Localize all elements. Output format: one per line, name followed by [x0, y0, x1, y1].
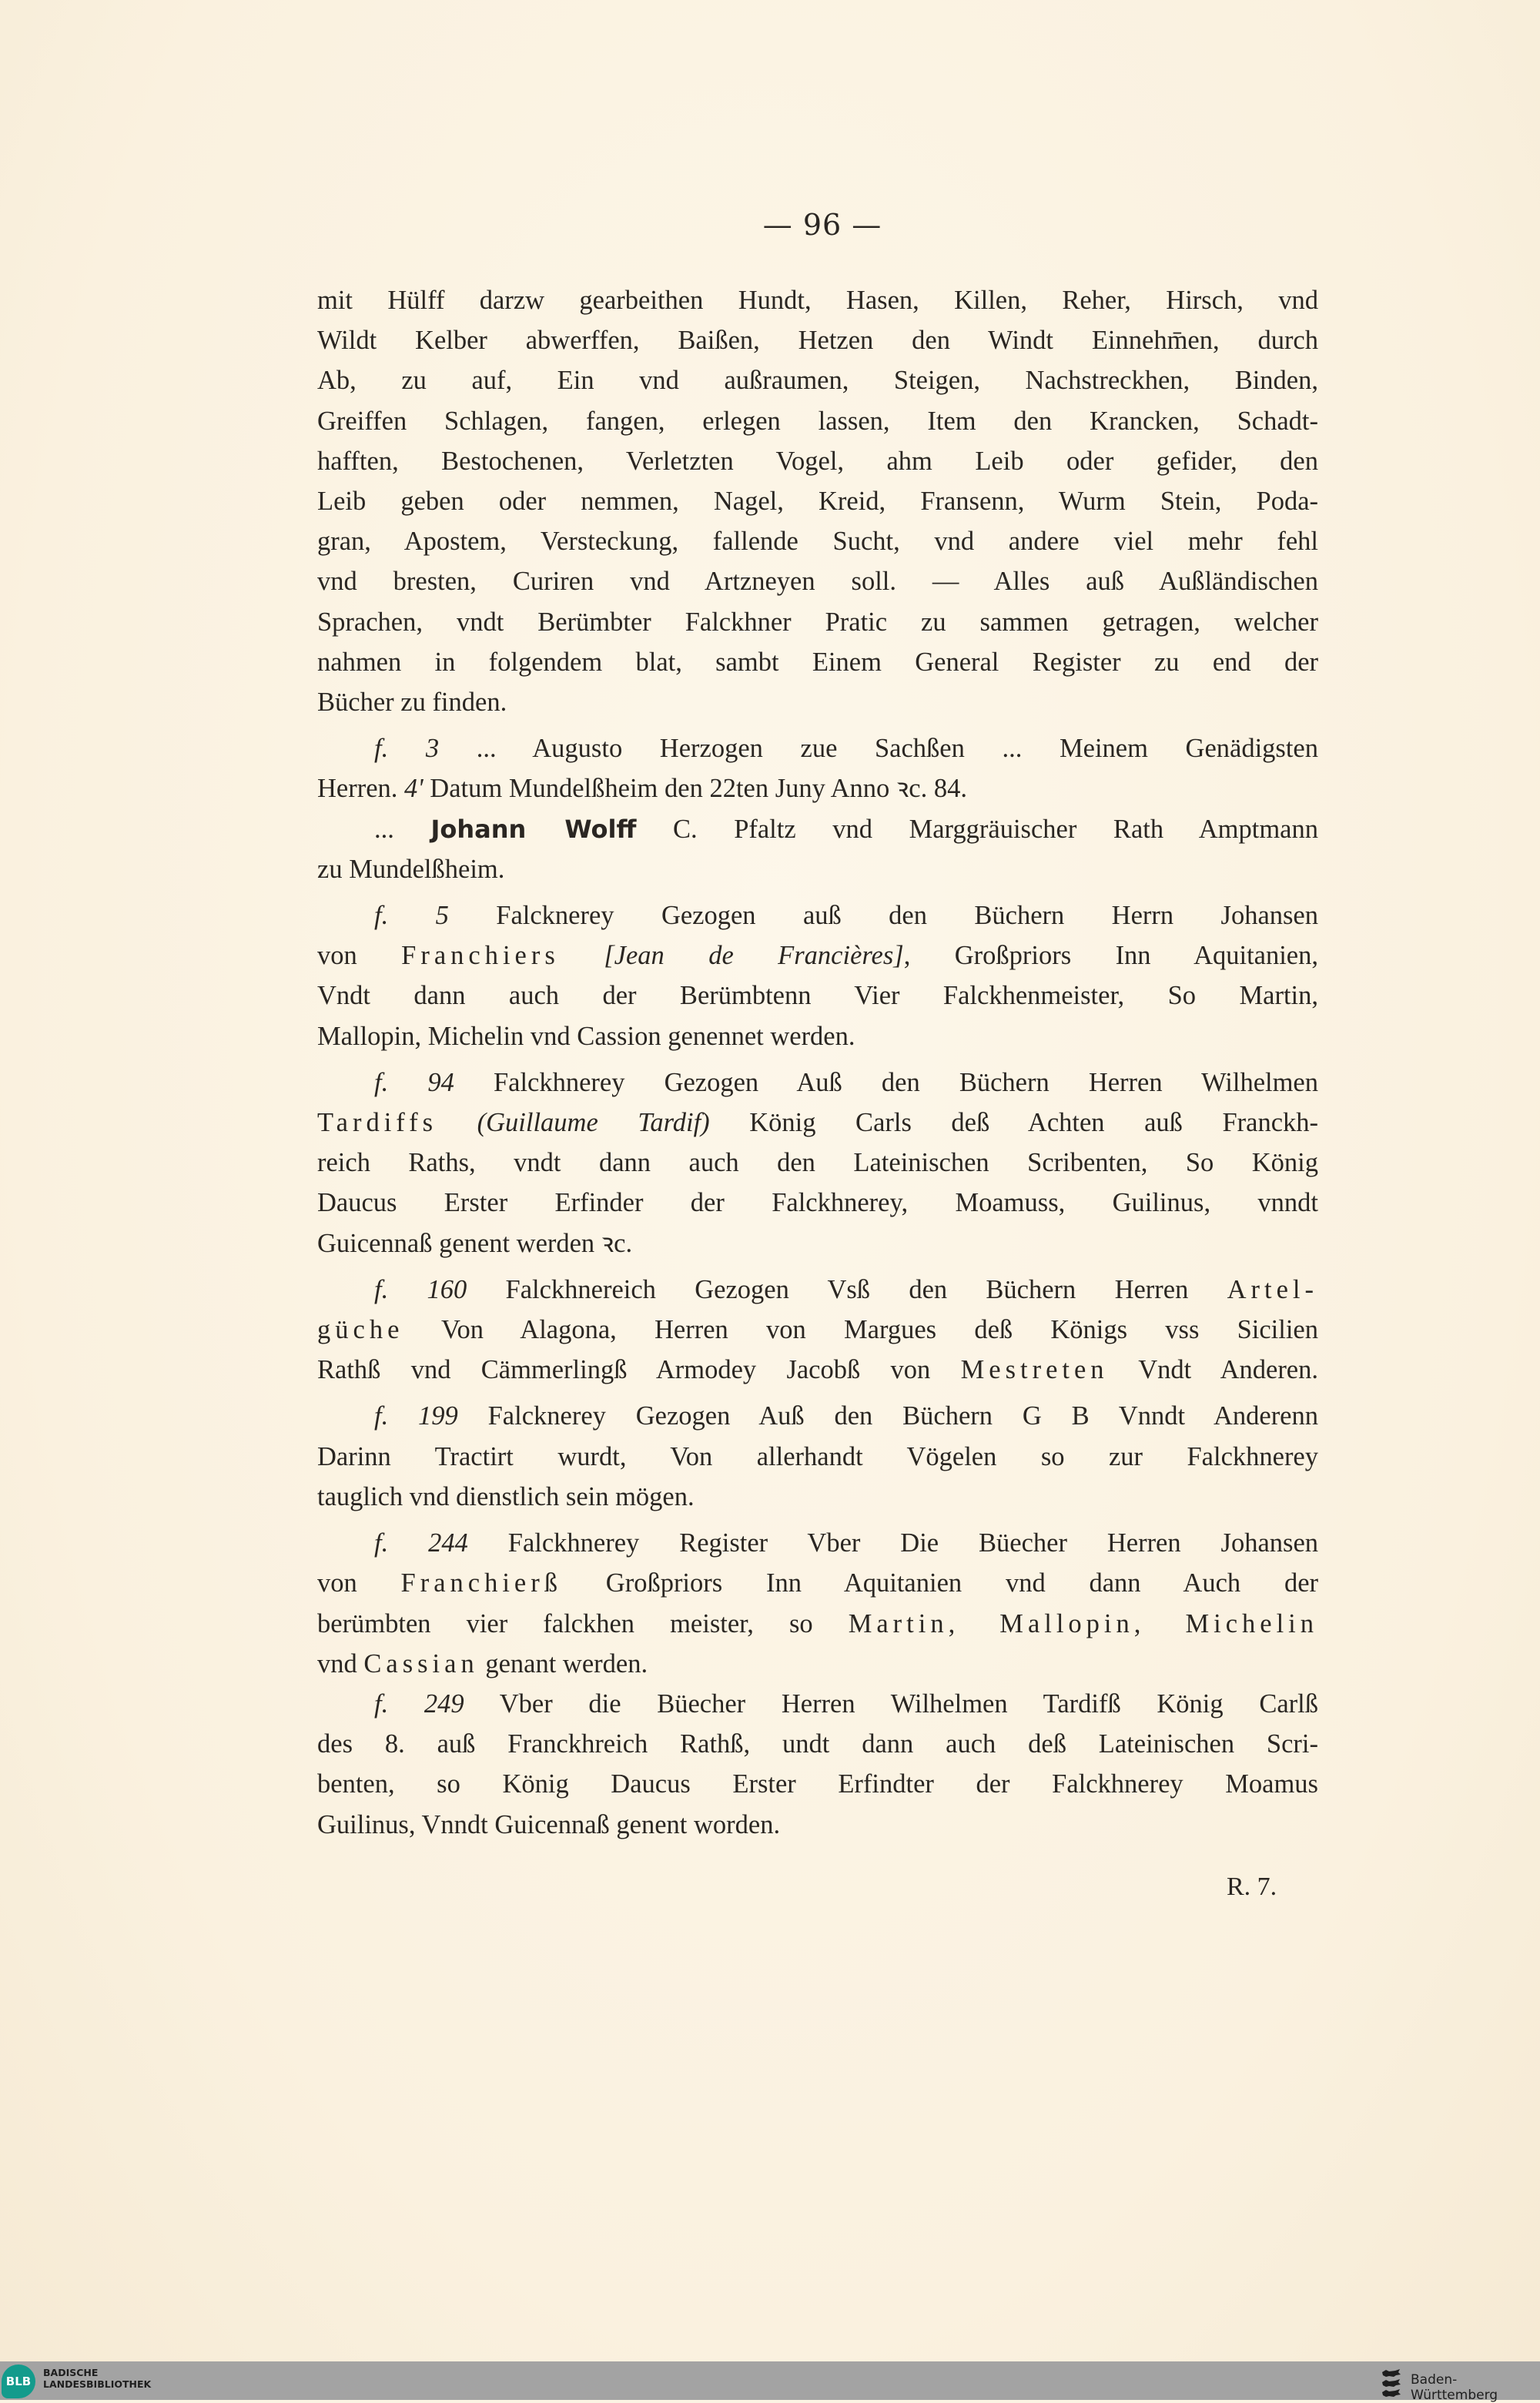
text-span: Rathß vnd Cämmerlingß Armodey Jacobß von	[317, 1355, 961, 1385]
three-lions-coat-of-arms-icon	[1380, 2368, 1403, 2398]
folio-reference: 4'	[404, 774, 424, 804]
text-span: Falckhnerey Register Vber Die Büecher Herren Johansen	[467, 1528, 1319, 1558]
library-name-line2: LANDESBIBLIOTHEK	[43, 2378, 152, 2390]
text-line	[317, 809, 1318, 849]
text-span: Datum Mundelßheim den 22ten Juny Anno ꝛc. 84.	[423, 774, 967, 804]
italic-gloss: [Jean de Francières]	[559, 941, 904, 971]
text-line	[317, 1563, 1318, 1603]
entry-f244	[317, 1523, 1318, 1684]
spaced-name: Martin, Mallopin, Michelin	[848, 1608, 1318, 1638]
folio-reference: f. 5	[374, 901, 449, 931]
text-span: , Großpriors Inn Aquitanien,	[903, 941, 1318, 971]
text-line: Leib geben oder nemmen, Nagel, Kreid, Fransenn, Wurm Stein, Poda-	[317, 487, 1318, 517]
text-span: König Carls deß Achten auß Franckh-	[709, 1108, 1319, 1138]
text-line	[317, 768, 1318, 808]
text-line: tauglich vnd dienstlich sein mögen.	[317, 1481, 695, 1511]
text-line: zu Mundelßheim.	[317, 854, 505, 884]
name-span: Johann Wolff	[430, 814, 637, 844]
folio-reference: f. 199	[374, 1401, 458, 1431]
spaced-name: Franchierß	[400, 1568, 562, 1598]
text-line: Bücher zu finden.	[317, 688, 507, 718]
spaced-name: Franchiers	[401, 941, 560, 971]
text-line: Vndt dann auch der Berümbtenn Vier Falckhenmeister, So Martin,	[317, 981, 1318, 1011]
text-line: gran, Apostem, Versteckung, fallende Sucht, vnd andere viel mehr fehl	[317, 527, 1318, 557]
text-span: C. Pfaltz vnd Marggräuischer Rath Amptmann	[636, 814, 1318, 844]
text-line	[317, 1684, 1318, 1724]
entry-f199	[317, 1396, 1318, 1517]
text-line: Darinn Tractirt wurdt, Von allerhandt Vögelen so zur Falckhnerey	[317, 1441, 1318, 1471]
text-line	[317, 728, 1318, 768]
text-span: ...	[374, 814, 431, 844]
entry-f5	[317, 895, 1318, 1056]
text-span: ... Augusto Herzogen zue Sachßen ... Meinem Genädigsten	[439, 734, 1318, 764]
text-line	[317, 1103, 1318, 1143]
spaced-name: Tardiffs	[317, 1108, 438, 1138]
text-line: reich Raths, vndt dann auch den Lateinischen Scribenten, So König	[317, 1148, 1318, 1178]
text-span: von	[317, 1568, 401, 1598]
text-line: Sprachen, vndt Berümbter Falckhner Pratic zu sammen getragen, welcher	[317, 607, 1318, 637]
page-number: — 96 —	[762, 208, 882, 242]
text-line	[317, 1523, 1318, 1563]
text-span: Falckhnereich Gezogen Vsß den Büchern Herren	[467, 1274, 1227, 1304]
text-line	[317, 1063, 1318, 1103]
spaced-name: Mestreten	[960, 1355, 1109, 1385]
library-name-line1: BADISCHE	[43, 2367, 99, 2378]
text-line: Guicennaß genent werden ꝛc.	[317, 1228, 633, 1258]
main-text	[317, 280, 1318, 1845]
text-line: nahmen in folgendem blat, sambt Einem General Register zu end der	[317, 647, 1318, 677]
entry-f249	[317, 1684, 1318, 1845]
text-line: benten, so König Daucus Erster Erfindter der Falckhnerey Moamus	[317, 1769, 1318, 1799]
blb-logo-icon: BLB	[2, 2365, 35, 2398]
text-span: Vber die Büecher Herren Wilhelmen Tardifß König Carlß	[464, 1688, 1318, 1719]
text-line: Ab, zu auf, Ein vnd außraumen, Steigen, Nachstreckhen, Binden,	[317, 366, 1318, 396]
text-line	[317, 935, 1318, 976]
text-line: Guilinus, Vnndt Guicennaß genent worden.	[317, 1809, 781, 1839]
text-line: des 8. auß Franckhreich Rathß, undt dann auch deß Lateinischen Scri-	[317, 1729, 1318, 1759]
text-line: Mallopin, Michelin vnd Cassion genennet werden.	[317, 1021, 855, 1051]
text-span: genant werden.	[478, 1648, 648, 1678]
folio-reference: f. 160	[374, 1274, 467, 1304]
text-span: Herren.	[317, 774, 405, 804]
text-line: Wildt Kelber abwerffen, Baißen, Hetzen den Windt Einnehm̄en, durch	[317, 326, 1318, 356]
library-name	[43, 2367, 151, 2390]
text-line	[317, 1396, 1318, 1436]
text-span: Falcknerey Gezogen Auß den Büchern G B Vnndt Anderenn	[457, 1401, 1318, 1431]
text-line	[317, 1310, 1318, 1350]
text-line	[317, 1350, 1318, 1390]
signature-mark: R. 7.	[1227, 1873, 1277, 1901]
text-span: berümbten vier falckhen meister, so	[317, 1608, 849, 1638]
spaced-name: güche	[317, 1315, 404, 1345]
text-span: Großpriors Inn Aquitanien vnd dann Auch der	[562, 1568, 1318, 1598]
intro-paragraph	[317, 280, 1318, 722]
text-line: Daucus Erster Erfinder der Falckhnerey, Moamuss, Guilinus, vnndt	[317, 1188, 1318, 1218]
spaced-name: Artel-	[1227, 1274, 1319, 1304]
text-line	[317, 1604, 1318, 1644]
folio-reference: f. 94	[374, 1067, 454, 1097]
folio-reference: f. 244	[374, 1528, 468, 1558]
folio-reference: f. 249	[374, 1688, 464, 1719]
footer-bar	[0, 2361, 1540, 2403]
text-line	[317, 895, 1318, 935]
text-line	[317, 1644, 1318, 1684]
text-line: mit Hülff darzw gearbeithen Hundt, Hasen, Killen, Reher, Hirsch, vnd	[317, 286, 1318, 315]
entry-f3	[317, 728, 1318, 889]
spaced-name: Cassian	[363, 1648, 479, 1678]
text-span: Falcknerey Gezogen auß den Büchern Herrn Johansen	[448, 901, 1318, 931]
folio-reference: f. 3	[374, 734, 440, 764]
italic-gloss: (Guillaume Tardif)	[437, 1108, 710, 1138]
text-span: von	[317, 941, 402, 971]
text-span: Von Alagona, Herren von Margues deß Königs vss Sicilien	[403, 1315, 1318, 1345]
text-span: Vndt Anderen.	[1108, 1355, 1318, 1385]
state-name: Baden-Württemberg	[1411, 2372, 1498, 2403]
text-line: hafften, Bestochenen, Verletzten Vogel, ahm Leib oder gefider, den	[317, 446, 1318, 476]
entry-f94	[317, 1063, 1318, 1263]
entry-f160	[317, 1270, 1318, 1391]
text-span: vnd	[317, 1648, 364, 1678]
text-line: Greiffen Schlagen, fangen, erlegen lassen, Item den Krancken, Schadt-	[317, 406, 1318, 436]
text-line: vnd bresten, Curiren vnd Artzneyen soll. — Alles auß Außländischen	[317, 567, 1318, 597]
text-line	[317, 1270, 1318, 1310]
text-span: Falckhnerey Gezogen Auß den Büchern Herren Wilhelmen	[454, 1067, 1318, 1097]
